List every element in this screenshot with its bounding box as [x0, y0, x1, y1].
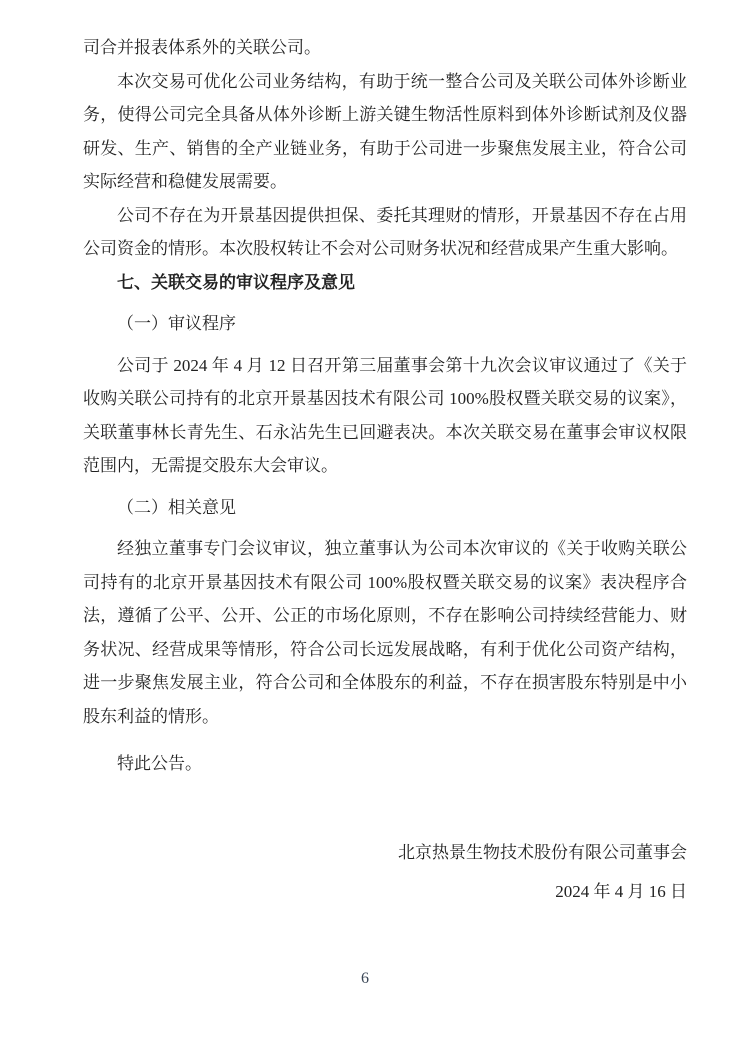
subheading-review-procedure: （一）审议程序 — [117, 314, 236, 333]
signature-company-board: 北京热景生物技术股份有限公司董事会 — [398, 842, 687, 862]
subheading-related-opinions: （二）相关意见 — [117, 497, 236, 517]
closing-statement: 特此公告。 — [117, 754, 202, 773]
signature-date: 2024 年 4 月 16 日 — [555, 882, 687, 901]
continuation-paragraph: 司合并报表体系外的关联公司。 — [83, 38, 321, 57]
paragraph-business-optimization: 本次交易可优化公司业务结构，有助于统一整合公司及关联公司体外诊断业务，使得公司完全具备从体外诊断上游关键生物活性原料到体外诊断试剂及仪器研发、生产、销售的全产业链业务，有助于公司进一步聚焦发展主业，符合公司实际经营和稳健发展需要。 — [83, 71, 687, 191]
page-number: 6 — [361, 970, 369, 987]
section-heading-review-procedures: 七、关联交易的审议程序及意见 — [117, 272, 355, 292]
paragraph-board-meeting: 公司于 2024 年 4 月 12 日召开第三届董事会第十九次会议审议通过了《关于收购关联公司持有的北京开景基因技术有限公司 100%股权暨关联交易的议案》，关联董事林长青先生、石永沾先生已回避表决。本次关联交易在董事会审议权限范围内，无需提交股东大会审议。 — [83, 355, 687, 475]
document-body — [83, 31, 687, 909]
paragraph-independent-directors-opinion: 经独立董事专门会议审议，独立董事认为公司本次审议的《关于收购关联公司持有的北京开景基因技术有限公司 100%股权暨关联交易的议案》表决程序合法，遵循了公平、公开、公正的市场化原则，不存在影响公司持续经营能力、财务状况、经营成果等情形，符合公司长远发展战略，有利于优化公司资产结构，进一步聚焦发展主业，符合公司和全体股东的利益，不存在损害股东特别是中小股东利益的情形。 — [83, 539, 687, 726]
paragraph-no-guarantee: 公司不存在为开景基因提供担保、委托其理财的情形，开景基因不存在占用公司资金的情形。本次股权转让不会对公司财务状况和经营成果产生重大影响。 — [83, 205, 687, 258]
